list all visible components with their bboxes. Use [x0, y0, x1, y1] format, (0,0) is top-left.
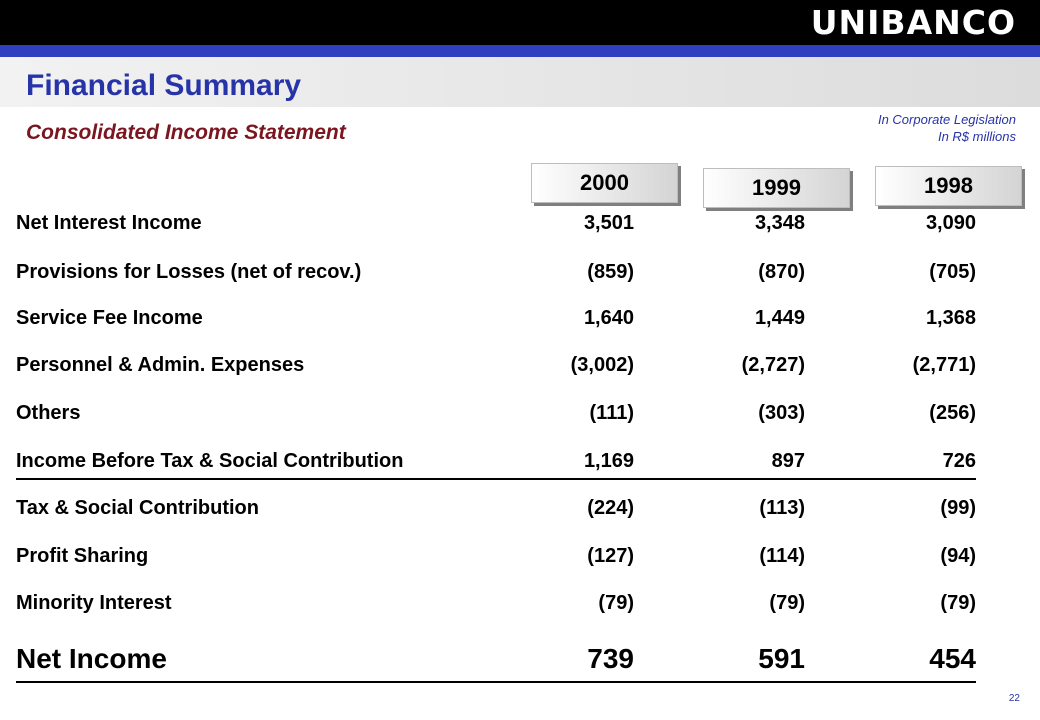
value-1998: (79) [940, 592, 976, 614]
value-2000: (111) [589, 402, 634, 424]
value-2000: 1,640 [583, 307, 634, 329]
year-header-1998: 1998 [875, 166, 1022, 206]
row-tax-social-contribution [16, 497, 976, 525]
value-2000: (859) [587, 261, 634, 283]
value-1999: (303) [758, 402, 805, 424]
legislation-note: In Corporate Legislation [877, 112, 1016, 127]
value-1999: (114) [759, 545, 805, 567]
page-number: 22 [1008, 693, 1020, 704]
row-label: Net Interest Income [16, 212, 202, 234]
value-1999: 3,348 [754, 212, 805, 234]
row-label: Tax & Social Contribution [16, 497, 259, 519]
value-1998: (94) [940, 545, 976, 567]
value-1998: 726 [942, 450, 976, 472]
value-1999: 591 [758, 643, 805, 674]
row-net-interest-income [16, 212, 976, 240]
year-header-1999: 1999 [703, 168, 850, 208]
row-others [16, 402, 976, 430]
row-label: Service Fee Income [16, 307, 203, 329]
row-income-before-tax [16, 450, 976, 480]
accent-bar [0, 45, 1040, 57]
value-1999: (2,727) [741, 354, 805, 376]
value-1999: (870) [758, 261, 805, 283]
row-profit-sharing [16, 545, 976, 573]
row-minority-interest [16, 592, 976, 620]
row-label: Minority Interest [16, 592, 172, 614]
row-label: Provisions for Losses (net of recov.) [16, 261, 362, 283]
value-2000: 1,169 [583, 450, 634, 472]
value-1999: (79) [769, 592, 805, 614]
row-label: Income Before Tax & Social Contribution [16, 450, 404, 472]
units-note [878, 111, 1016, 145]
row-provisions-for-losses [16, 261, 976, 289]
value-1998: (256) [929, 402, 976, 424]
value-2000: (127) [587, 545, 634, 567]
statement-subtitle: Consolidated Income Statement [26, 121, 346, 144]
value-1999: 1,449 [754, 307, 805, 329]
value-1998: (2,771) [912, 354, 976, 376]
value-1998: (99) [940, 497, 976, 519]
value-1999: (113) [759, 497, 805, 519]
page-title: Financial Summary [26, 69, 302, 102]
value-2000: (3,002) [570, 354, 634, 376]
row-label: Others [16, 402, 81, 424]
row-label: Profit Sharing [16, 545, 149, 567]
value-2000: (79) [598, 592, 634, 614]
value-1998: 454 [929, 643, 976, 674]
currency-note: In R$ millions [937, 129, 1016, 144]
value-1998: 3,090 [925, 212, 976, 234]
row-label: Net Income [16, 643, 167, 674]
row-personnel-admin-expenses [16, 354, 976, 382]
row-net-income [16, 643, 976, 683]
row-label: Personnel & Admin. Expenses [16, 354, 305, 376]
value-2000: 739 [587, 643, 634, 674]
value-2000: (224) [587, 497, 634, 519]
value-2000: 3,501 [583, 212, 634, 234]
row-service-fee-income [16, 307, 976, 335]
unibanco-logo: UNIBANCO [810, 3, 1016, 42]
value-1999: 897 [771, 450, 805, 472]
value-1998: (705) [929, 261, 976, 283]
year-header-2000: 2000 [531, 163, 678, 203]
value-1998: 1,368 [925, 307, 976, 329]
